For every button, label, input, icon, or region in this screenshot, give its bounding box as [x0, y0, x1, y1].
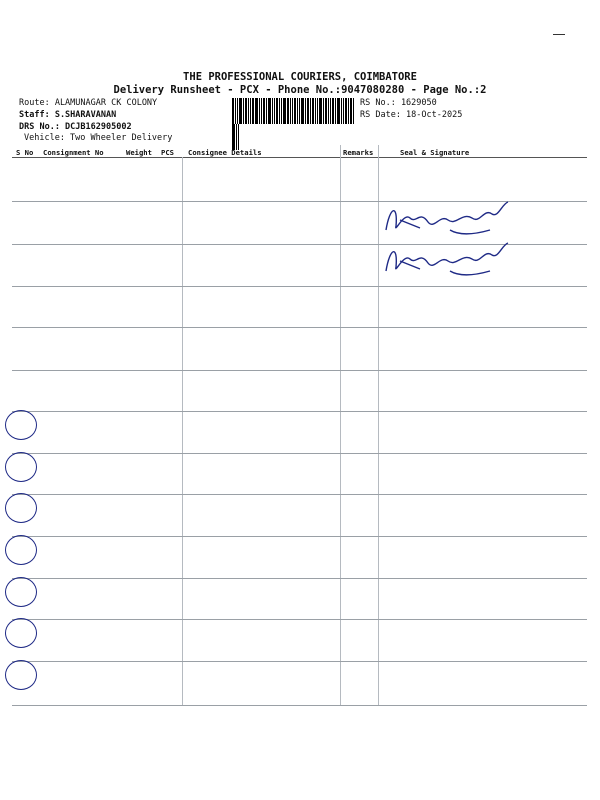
col-divider-remarks	[340, 145, 341, 705]
drs-label: DRS No.: DCJB162905002	[19, 122, 132, 132]
col-seal: Seal & Signature	[400, 148, 470, 157]
row-rule	[12, 286, 587, 287]
staff-label: Staff: S.SHARAVANAN	[19, 110, 117, 120]
sno-circle-mark	[5, 493, 37, 523]
row-rule	[12, 619, 587, 620]
signature-row-15	[380, 200, 520, 240]
row-rule	[12, 705, 587, 706]
col-divider-seal	[378, 145, 379, 705]
rs-date: RS Date: 18-Oct-2025	[360, 110, 463, 120]
page-title: THE PROFESSIONAL COURIERS, COIMBATORE	[183, 71, 417, 83]
col-pcs: PCS	[161, 148, 174, 157]
col-remarks: Remarks	[343, 148, 374, 157]
row-rule	[12, 661, 587, 662]
row-rule	[12, 578, 587, 579]
row-rule	[12, 494, 587, 495]
row-rule	[12, 453, 587, 454]
page-subtitle: Delivery Runsheet - PCX - Phone No.:9047080280 - Page No.:2	[113, 84, 487, 96]
col-sno: S No	[16, 148, 34, 157]
row-rule	[12, 411, 587, 412]
col-divider-consignee	[182, 157, 183, 705]
sno-circle-mark	[5, 452, 37, 482]
sno-circle-mark	[5, 618, 37, 648]
barcode	[232, 98, 355, 124]
route-label: Route: ALAMUNAGAR CK COLONY	[19, 98, 158, 108]
signature-row-16	[380, 241, 520, 281]
col-weight: Weight	[126, 148, 152, 157]
row-rule	[12, 370, 587, 371]
vehicle-label: Vehicle: Two Wheeler Delivery	[24, 133, 173, 143]
corner-dash	[553, 34, 565, 35]
sno-circle-mark	[5, 577, 37, 607]
sno-circle-mark	[5, 660, 37, 690]
sno-circle-mark	[5, 535, 37, 565]
sno-circle-mark	[5, 410, 37, 440]
row-rule	[12, 536, 587, 537]
row-rule	[12, 327, 587, 328]
rs-number: RS No.: 1629050	[360, 98, 437, 108]
col-consignment: Consignment No	[43, 148, 104, 157]
col-consignee: Consignee Details	[188, 148, 262, 157]
header-rule	[12, 157, 587, 158]
